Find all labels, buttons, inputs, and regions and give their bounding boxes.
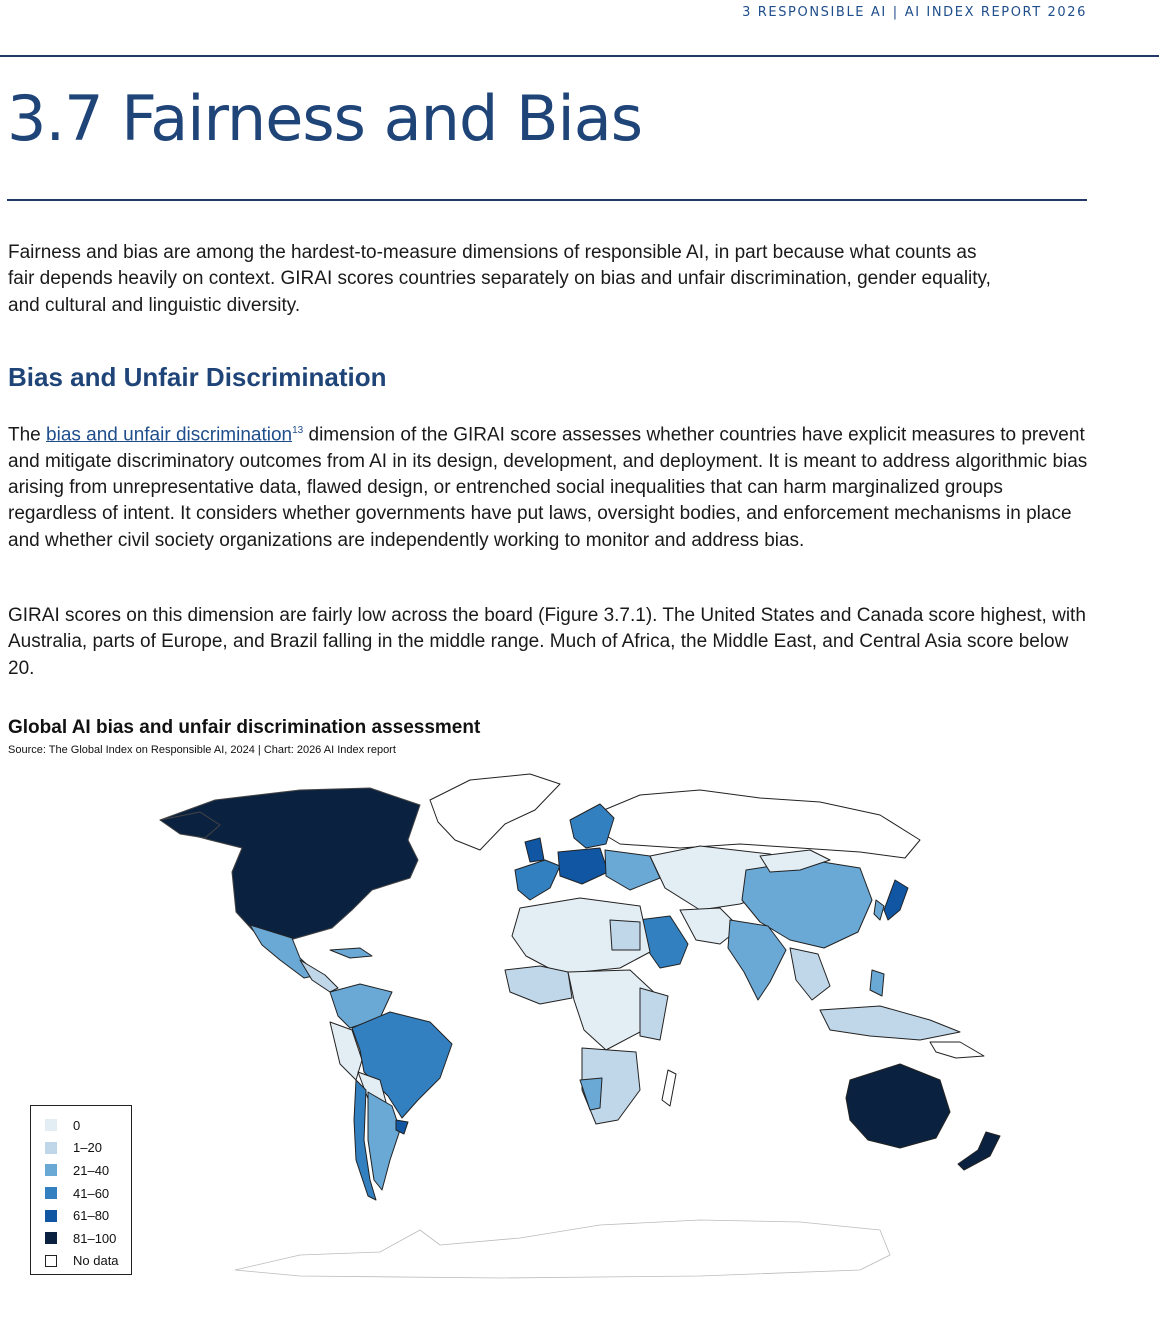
region-japan [884,880,908,920]
header-chapter: 3 RESPONSIBLE AI [742,5,887,20]
region-egypt [610,920,640,950]
legend-item [45,1159,131,1182]
region-australia [846,1064,950,1148]
p1-lead: The [8,424,47,446]
header-report: AI INDEX REPORT 2026 [904,5,1087,20]
legend-label: No data [73,1253,119,1269]
region-west-africa [505,966,572,1004]
legend-label: 0 [73,1117,81,1133]
legend-label: 61–80 [73,1208,110,1224]
footnote-ref[interactable]: 13 [292,425,304,436]
legend-item [45,1182,131,1205]
region-antarctica [235,1220,890,1278]
region-madagascar [662,1070,676,1106]
world-map [0,760,1159,1290]
legend-swatch [45,1142,57,1154]
region-uk [525,838,544,862]
region-philippines [870,970,884,996]
region-arctic-north [580,790,920,858]
region-usa-canada [160,788,420,940]
running-header [742,5,1087,20]
legend-item [45,1137,131,1160]
region-korea [874,900,884,920]
legend-item [45,1114,131,1137]
region-indonesia [820,1006,960,1040]
section-heading: Bias and Unfair Discrimination [8,362,387,392]
figure-source: Source: The Global Index on Responsible AI, 2024 | Chart: 2026 AI Index report [8,744,396,756]
section-paragraph-2: GIRAI scores on this dimension are fairly low across the board (Figure 3.7.1). The United States and Canada score highest, with Australia, parts of Europe, and Brazil falling in the middle range. Much of Africa, the Middle East, and Central Asia score below 20. [8,605,1086,679]
legend-swatch [45,1187,57,1199]
bias-discrimination-link[interactable]: bias and unfair discrimination [46,424,293,446]
legend-label: 1–20 [73,1140,102,1156]
legend-swatch [45,1210,57,1222]
figure-title: Global AI bias and unfair discrimination assessment [8,717,481,738]
header-rule [0,55,1159,57]
legend-swatch [45,1232,57,1244]
region-southeast-asia [790,948,830,1000]
legend-swatch [45,1255,57,1267]
legend-swatch [45,1119,57,1131]
section-paragraph-1 [8,418,1088,554]
region-new-zealand [958,1132,1000,1170]
region-papua [930,1042,984,1058]
legend-swatch [45,1164,57,1176]
intro-paragraph: Fairness and bias are among the hardest-to-measure dimensions of responsible AI, in part because what counts as fair depends heavily on context. GIRAI scores countries separately on bias and unfair discrimination, gender equality, and cultural and linguistic diversity. [8,242,991,316]
legend-label: 81–100 [73,1230,117,1246]
header-separator: | [892,5,899,20]
title-rule [7,199,1087,201]
region-brazil [352,1012,452,1118]
region-western-europe [515,860,560,900]
page-title: 3.7 Fairness and Bias [7,82,643,155]
region-central-europe [558,848,608,884]
p1-body: dimension of the GIRAI score assesses whether countries have explicit measures to prevent and mitigate discriminatory outcomes from AI in its design, development, and deployment. It is meant to address algorithmic bias arising from unrepresentative data, flawed design, or entrenched social inequalities that can harm marginalized groups regardless of intent. It considers whether governments have put laws, oversight bodies, and enforcement mechanisms in place and whether civil society organizations are independently working to monitor and address bias. [8,424,1088,551]
legend-item [45,1227,131,1250]
legend-label: 21–40 [73,1162,110,1178]
region-east-africa [640,988,668,1040]
legend-item [45,1204,131,1227]
region-caribbean [330,948,372,958]
map-legend [30,1105,132,1275]
legend-label: 41–60 [73,1185,110,1201]
legend-item [45,1250,131,1273]
